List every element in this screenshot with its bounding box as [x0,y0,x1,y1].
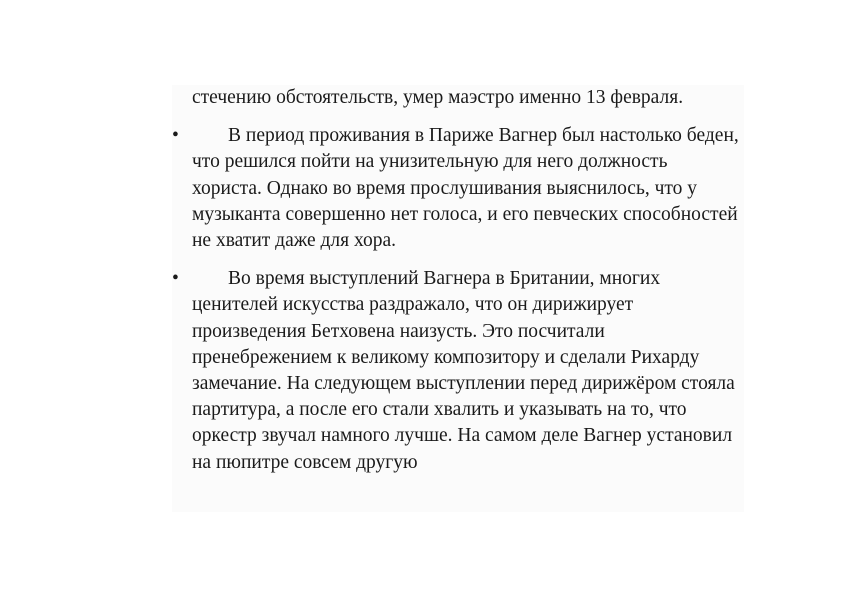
text-block [172,85,744,512]
bullet-item [172,266,744,476]
bullet-marker: • [172,125,179,147]
bullet-marker: • [172,268,179,290]
bullet-item [172,123,744,254]
paragraph-text: стечению обстоятельств, умер маэстро именно 13 февраля. [192,87,684,108]
paragraph-continuation [172,85,744,111]
paragraph-text: Во время выступлений Вагнера в Британии, многих ценителей искусства раздражало, что он дирижирует произведения Бетховена наизусть. Это посчитали пренебрежением к великому композитору и сделали Рихарду замечание. На следующем выступлении перед дирижёром стояла партитура, а после его стали хвалить и указывать на то, что оркестр звучал намного лучше. На самом деле Вагнер установил на пюпитре совсем другую [192,268,735,473]
paragraph-text: В период проживания в Париже Вагнер был настолько беден, что решился пойти на унизительную для него должность хориста. Однако во время прослушивания выяснилось, что у музыканта совершенно нет голоса, и его певческих способностей не хватит даже для хора. [192,125,739,252]
